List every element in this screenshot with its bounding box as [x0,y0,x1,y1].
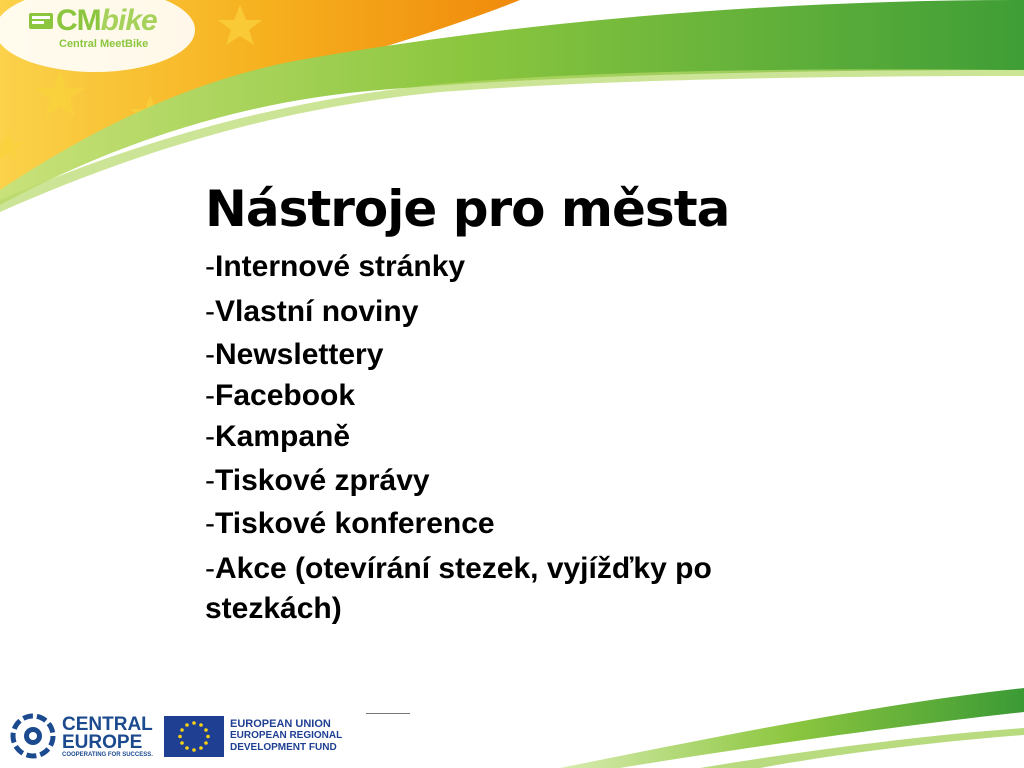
list-item [205,244,845,289]
list-item-text: Tiskové zprávy [215,464,430,497]
central-europe-wordmark [62,716,153,752]
eu-line2: EUROPEAN REGIONAL [230,730,343,741]
logo-tagline: Central MeetBike [59,38,149,50]
list-item [205,458,845,503]
logo-wordmark [56,4,157,38]
eu-line3: DEVELOPMENT FUND [230,742,337,753]
bullet-dash: - [205,338,215,371]
central-europe-emblem-icon [10,713,56,759]
list-item [205,376,845,416]
list-item-text: Facebook [215,379,356,412]
list-item-text: Newslettery [215,338,384,371]
envelope-logo-icon [28,10,54,32]
list-item-text: Internové stránky [215,250,466,283]
central-europe-tagline: COOPERATING FOR SUCCESS. [62,752,153,758]
bullet-dash: - [205,420,215,453]
list-item-text: Kampaně [215,420,351,453]
bullet-dash: - [205,250,215,283]
list-item-text: Akce (otevírání stezek, vyjížďky po stezkách) [205,552,712,625]
eu-fund-text [230,718,342,754]
bullet-dash: - [205,464,215,497]
eu-stars-icon [164,716,224,757]
slide-title: Nástroje pro města [205,180,730,238]
list-item [205,334,845,376]
bullet-dash: - [205,507,215,540]
central-europe-line2: EUROPE [62,732,143,753]
list-item-text: Vlastní noviny [215,295,419,328]
list-item [205,549,825,629]
central-europe-line1: CENTRAL [62,714,153,735]
list-item [205,503,845,545]
list-item [205,416,845,458]
list-item [205,289,845,334]
bullet-dash: - [205,552,215,585]
cmbike-logo [26,4,176,54]
slide-content [205,176,845,629]
list-item-text: Tiskové konference [215,507,495,540]
bullet-dash: - [205,379,215,412]
footer-divider [366,713,410,714]
bullet-dash: - [205,295,215,328]
eu-flag [164,716,224,757]
logo-bike-text: bike [100,4,157,37]
eu-line1: EUROPEAN UNION [230,718,331,730]
central-europe-logo [10,712,153,760]
logo-cm-text: CM [56,4,101,37]
